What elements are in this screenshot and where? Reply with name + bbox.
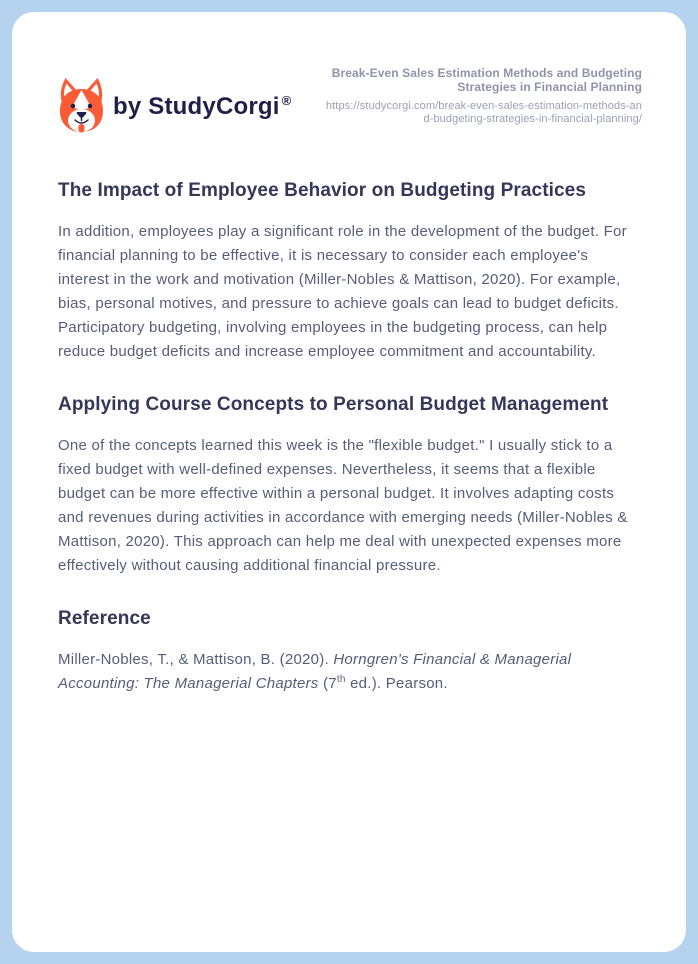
section-employee-behavior xyxy=(58,180,642,364)
document-card xyxy=(12,12,686,952)
brand xyxy=(58,78,291,135)
citation-edition-close: ed.). Pearson. xyxy=(345,675,448,692)
document-title: Break-Even Sales Estimation Methods and Budgeting Strategies in Financial Planning xyxy=(331,66,642,94)
document-header xyxy=(58,66,642,135)
corgi-face-icon xyxy=(58,78,105,135)
brand-wordmark xyxy=(113,93,291,121)
citation-edition-open: (7 xyxy=(318,675,337,692)
article-body xyxy=(58,180,642,696)
document-url: https://studycorgi.com/break-even-sales-estimation-methods-and-budgeting-strategies-in-financial-planning/ xyxy=(325,100,642,125)
section-paragraph: In addition, employees play a significant role in the development of the budget. For financial planning to be effective, it is necessary to consider each employee's interest in the work and motivation (Miller-Nobles & Mattison, 2020). For example, bias, personal motives, and pressure to achieve goals can lead to budget deficits. Participatory budgeting, involving employees in the budgeting process, can help reduce budget deficits and increase employee commitment and accountability. xyxy=(58,223,627,360)
registered-trademark-mark: ® xyxy=(281,92,292,108)
section-course-concepts xyxy=(58,394,642,578)
reference-citation xyxy=(58,648,642,696)
document-meta xyxy=(320,66,642,126)
citation-authors: Miller-Nobles, T., & Mattison, B. (2020). xyxy=(58,651,334,668)
brand-text: by StudyCorgi xyxy=(113,92,280,120)
section-paragraph: One of the concepts learned this week is the "flexible budget." I usually stick to a fixed budget with well-defined expenses. Nevertheless, it seems that a flexible budget can be more effective within a personal budget. It involves adapting costs and revenues during activities in accordance with emerging needs (Miller-Nobles & Mattison, 2020). This approach can help me deal with unexpected expenses more effectively without causing additional financial pressure. xyxy=(58,437,628,574)
section-heading: Applying Course Concepts to Personal Budget Management xyxy=(58,394,609,415)
citation-book-title: Horngren's Financial & Managerial Accounting: The Managerial Chapters xyxy=(58,651,572,692)
citation-edition-ordinal: th xyxy=(336,674,346,685)
section-heading: The Impact of Employee Behavior on Budgeting Practices xyxy=(58,180,587,201)
section-heading: Reference xyxy=(58,608,151,629)
section-reference xyxy=(58,608,642,696)
